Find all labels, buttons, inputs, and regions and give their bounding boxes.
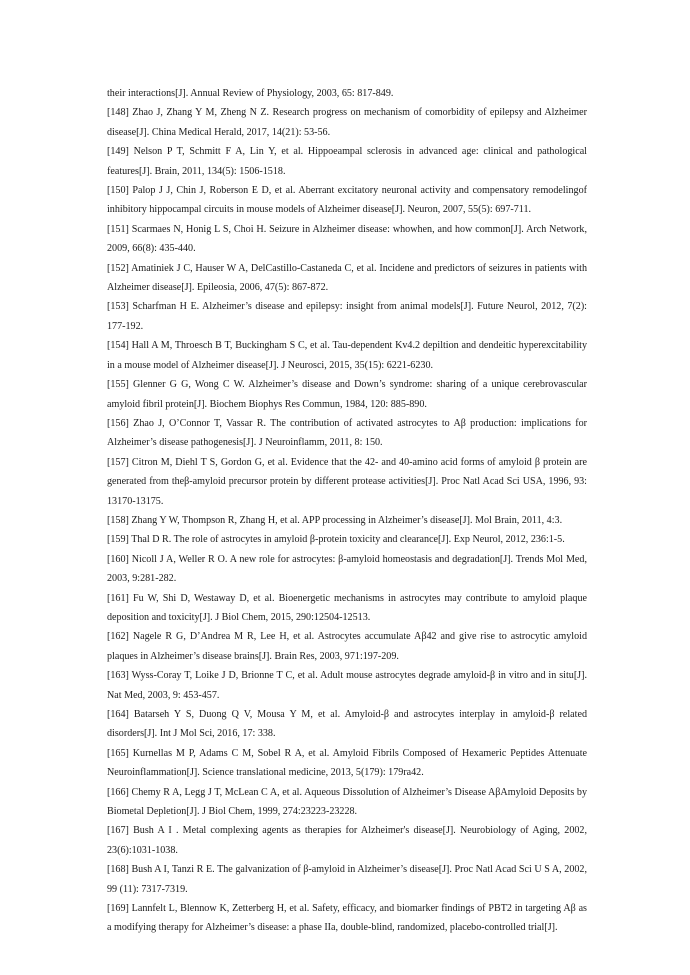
- reference-entry-156: [156] Zhao J, O’Connor T, Vassar R. The contribution of activated astrocytes to Aβ production: implications for Alzheimer’s disease pathogenesis[J]. J Neuroinflamm, 2011, 8: 150.: [107, 417, 587, 449]
- reference-list: [107, 84, 587, 938]
- reference-entry-155: [155] Glenner G G, Wong C W. Alzheimer’s disease and Down’s syndrome: sharing of a unique cerebrovascular amyloid fibril protein[J]. Biochem Biophys Res Commun, 1984, 120: 885-890.: [107, 379, 587, 410]
- reference-entry-163: [163] Wyss-Coray T, Loike J D, Brionne T C, et al. Adult mouse astrocytes degrade amyloid-β in vitro and in situ[J]. Nat Med, 2003, 9: 453-457.: [107, 670, 587, 701]
- reference-entry-157: [157] Citron M, Diehl T S, Gordon G, et al. Evidence that the 42- and 40-amino acid forms of amyloid β protein are generated from theβ-amyloid precursor protein by different protease activities[J]. Proc Natl Acad Sci USA, 1996, 93: 13170-13175.: [107, 456, 587, 507]
- reference-entry-152: [152] Amatiniek J C, Hauser W A, DelCastillo-Castaneda C, et al. Incidene and predictors of seizures in patients with Alzheimer disease[J]. Epileosia, 2006, 47(5): 867-872.: [107, 262, 587, 294]
- reference-entry-150: [150] Palop J J, Chin J, Roberson E D, et al. Aberrant excitatory neuronal activity and compensatory remodelingof inhibitory hippocampal circuits in mouse models of Alzheimer disease[J]. Neuron, 2007, 55(5): 697-711.: [107, 185, 587, 216]
- reference-entry-161: [161] Fu W, Shi D, Westaway D, et al. Bioenergetic mechanisms in astrocytes may contribute to amyloid plaque deposition and toxicity[J]. J Biol Chem, 2015, 290:12504-12513.: [107, 592, 587, 623]
- reference-entry-153: [153] Scharfman H E. Alzheimer’s disease and epilepsy: insight from animal models[J]. Future Neurol, 2012, 7(2): 177-192.: [107, 301, 587, 332]
- reference-entry-169: [169] Lannfelt L, Blennow K, Zetterberg H, et al. Safety, efficacy, and biomarker findings of PBT2 in targeting Aβ as a modifying therapy for Alzheimer’s disease: a phase IIa, double-blind, randomized, placebo-controlled trial[J].: [107, 903, 587, 934]
- reference-entry-165: [165] Kurnellas M P, Adams C M, Sobel R A, et al. Amyloid Fibrils Composed of Hexameric Peptides Attenuate Neuroinflammation[J]. Science translational medicine, 2013, 5(179): 179ra42.: [107, 747, 587, 779]
- reference-entry-151: [151] Scarmaes N, Honig L S, Choi H. Seizure in Alzheimer disease: whowhen, and how common[J]. Arch Network, 2009, 66(8): 435-440.: [107, 223, 587, 255]
- reference-entry-160: [160] Nicoll J A, Weller R O. A new role for astrocytes: β-amyloid homeostasis and degradation[J]. Trends Mol Med, 2003, 9:281-282.: [107, 553, 587, 585]
- reference-entry-158: [158] Zhang Y W, Thompson R, Zhang H, et al. APP processing in Alzheimer’s disease[J]. Mol Brain, 2011, 4:3.: [107, 514, 563, 526]
- reference-entry-147-continued: their interactions[J]. Annual Review of Physiology, 2003, 65: 817-849.: [107, 88, 394, 99]
- reference-entry-159: [159] Thal D R. The role of astrocytes in amyloid β-protein toxicity and clearance[J]. Exp Neurol, 2012, 236:1-5.: [107, 534, 565, 546]
- reference-entry-166: [166] Chemy R A, Legg J T, McLean C A, et al. Aqueous Dissolution of Alzheimer’s Disease AβAmyloid Deposits by Biometal Depletion[J]. J Biol Chem, 1999, 274:23223-23228.: [107, 786, 587, 818]
- reference-entry-164: [164] Batarseh Y S, Duong Q V, Mousa Y M, et al. Amyloid-β and astrocytes interplay in amyloid-β related disorders[J]. Int J Mol Sci, 2016, 17: 338.: [107, 709, 587, 740]
- reference-entry-148: [148] Zhao J, Zhang Y M, Zheng N Z. Research progress on mechanism of comorbidity of epilepsy and Alzheimer disease[J]. China Medical Herald, 2017, 14(21): 53-56.: [107, 107, 587, 138]
- reference-entry-149: [149] Nelson P T, Schmitt F A, Lin Y, et al. Hippoeampal sclerosis in advanced age: clinical and pathological features[J]. Brain, 2011, 134(5): 1506-1518.: [107, 146, 587, 177]
- reference-entry-167: [167] Bush A I . Metal complexing agents as therapies for Alzheimer's disease[J]. Neurobiology of Aging, 2002, 23(6):1031-1038.: [107, 825, 587, 856]
- reference-entry-154: [154] Hall A M, Throesch B T, Buckingham S C, et al. Tau-dependent Kv4.2 depiltion and dendeitic hyperexcitability in a mouse model of Alzheimer disease[J]. J Neurosci, 2015, 35(15): 6221-6230.: [107, 340, 587, 371]
- reference-entry-168: [168] Bush A I, Tanzi R E. The galvanization of β-amyloid in Alzheimer’s disease[J]. Proc Natl Acad Sci U S A, 2002, 99 (11): 7317-7319.: [107, 864, 587, 895]
- reference-entry-162: [162] Nagele R G, D’Andrea M R, Lee H, et al. Astrocytes accumulate Aβ42 and give rise to astrocytic amyloid plaques in Alzheimer’s disease brains[J]. Brain Res, 2003, 971:197-209.: [107, 631, 587, 662]
